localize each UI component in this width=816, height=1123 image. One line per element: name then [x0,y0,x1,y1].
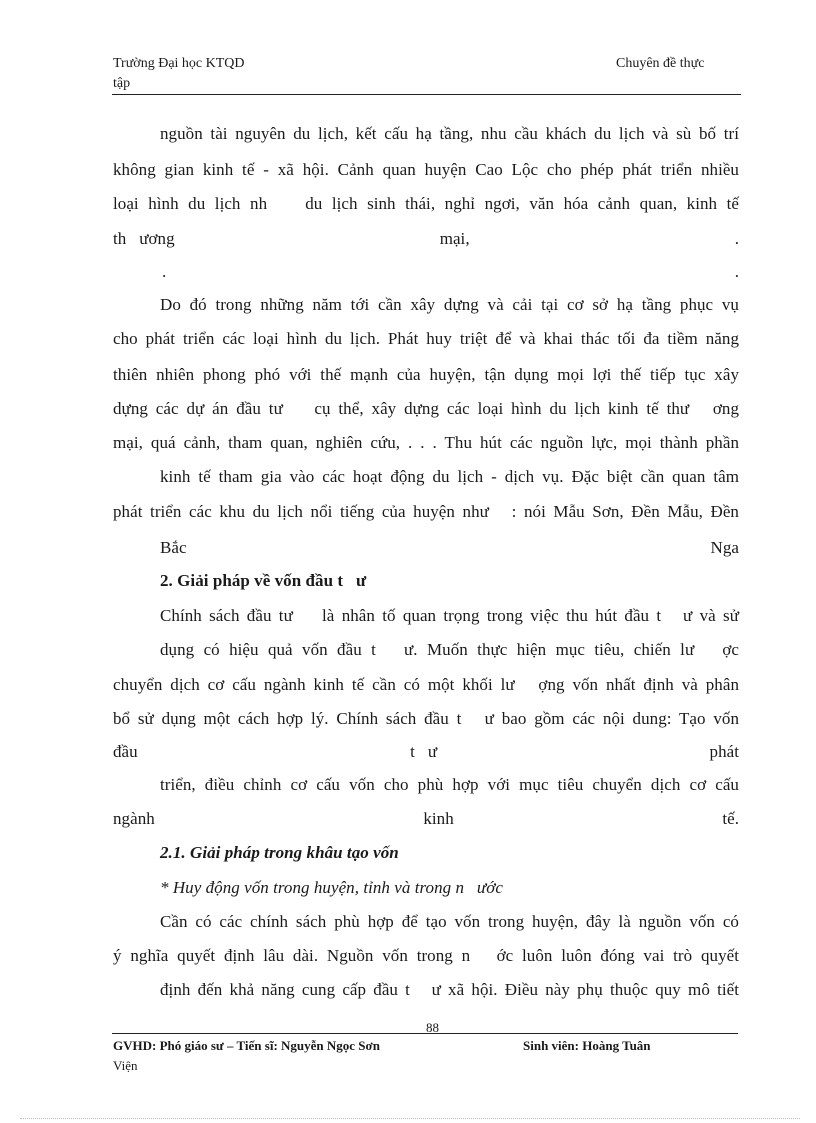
text-line-justified [113,228,739,250]
word: Bắc [160,538,187,557]
text-line: mại, quá cảnh, tham quan, nghiên cứu, . . . Thu hút các nguồn lực, mọi thành phần [113,433,739,452]
text-line: Do đó trong những năm tới cần xây dựng và cải tại cơ sở hạ tầng phục vụ [160,295,739,314]
footer-advisor-line1: GVHD: Phó giáo sư – Tiến sĩ: Nguyễn Ngọc Sơn [113,1038,380,1053]
word: mại, [439,229,470,248]
word: . [162,262,167,281]
word: . [734,262,739,281]
text-line: kinh tế tham gia vào các hoạt động du lịch - dịch vụ. Đặc biệt cần quan tâm [160,467,739,486]
header-school-line2: tập [113,76,131,91]
word: ngành [113,809,155,828]
header-doc-type: Chuyên đề thực [616,56,705,71]
section-heading: 2. Giải pháp về vốn đầu t ư [160,571,367,590]
page-edge-divider [20,1118,800,1119]
text-line: dụng có hiệu quả vốn đầu t ư. Muốn thực hiện mục tiêu, chiến lư ợc [160,640,739,659]
text-line: chuyển dịch cơ cấu ngành kinh tế cần có một khối lư ợng vốn nhất định và phân [113,675,739,694]
text-line: loại hình du lịch nh du lịch sinh thái, nghỉ ngơi, văn hóa cảnh quan, kinh tế [113,194,739,213]
footer-student: Sinh viên: Hoàng Tuân [523,1038,651,1053]
header-school [113,54,245,94]
text-line: định đến khả năng cung cấp đầu t ư xã hội. Điều này phụ thuộc quy mô tiết [160,980,739,999]
italic-subheading: * Huy động vốn trong huyện, tỉnh và trong n ước [160,878,503,897]
text-line: phát triển các khu du lịch nổi tiếng của huyện như : nói Mẫu Sơn, Đền Mẫu, Đền [113,502,739,521]
header-school-line1: Trường Đại học KTQD [113,56,245,71]
text-line: Cần có các chính sách phù hợp để tạo vốn trong huyện, đây là nguồn vốn có [160,912,739,931]
text-line-justified [113,741,739,763]
text-line: Chính sách đầu tư là nhân tố quan trọng trong việc thu hút đầu t ư và sử [160,606,739,625]
word: th ương [113,229,175,248]
page-number: 88 [426,1020,439,1035]
text-line: nguồn tài nguyên du lịch, kết cấu hạ tầng, nhu cầu khách du lịch và sù bố trí [160,124,739,143]
word: t ư [410,742,438,761]
word: tế. [722,809,739,828]
text-line: không gian kinh tế - xã hội. Cảnh quan huyện Cao Lộc cho phép phát triển nhiều [113,160,739,179]
word: phát [709,742,739,761]
text-line: bổ sử dụng một cách hợp lý. Chính sách đầu t ư bao gồm các nội dung: Tạo vốn [113,709,739,728]
header-divider [112,94,741,95]
word: đầu [113,742,138,761]
footer-advisor [113,1036,380,1076]
text-line: dựng các dự án đầu tư cụ thể, xây dựng các loại hình du lịch kinh tế thư ơng [113,399,739,418]
footer-advisor-line2: Viện [113,1058,138,1073]
text-line-justified [162,261,739,283]
word: kinh [423,809,454,828]
text-line: thiên nhiên phong phó với thế mạnh của huyện, tận dụng mọi lợi thế tiếp tục xây [113,365,739,384]
text-line: cho phát triển các loại hình du lịch. Phát huy triệt để và khai thác tối đa tiềm năng [113,329,739,348]
text-line-justified [113,808,739,830]
text-line-justified [160,537,739,559]
word: . [734,229,739,248]
text-line: ý nghĩa quyết định lâu dài. Nguồn vốn trong n ớc luôn luôn đóng vai trò quyết [113,946,739,965]
footer-divider [112,1033,738,1034]
text-line: triển, điều chỉnh cơ cấu vốn cho phù hợp với mục tiêu chuyển dịch cơ cấu [160,775,739,794]
subsection-heading: 2.1. Giải pháp trong khâu tạo vốn [160,843,399,862]
word: Nga [710,538,739,557]
